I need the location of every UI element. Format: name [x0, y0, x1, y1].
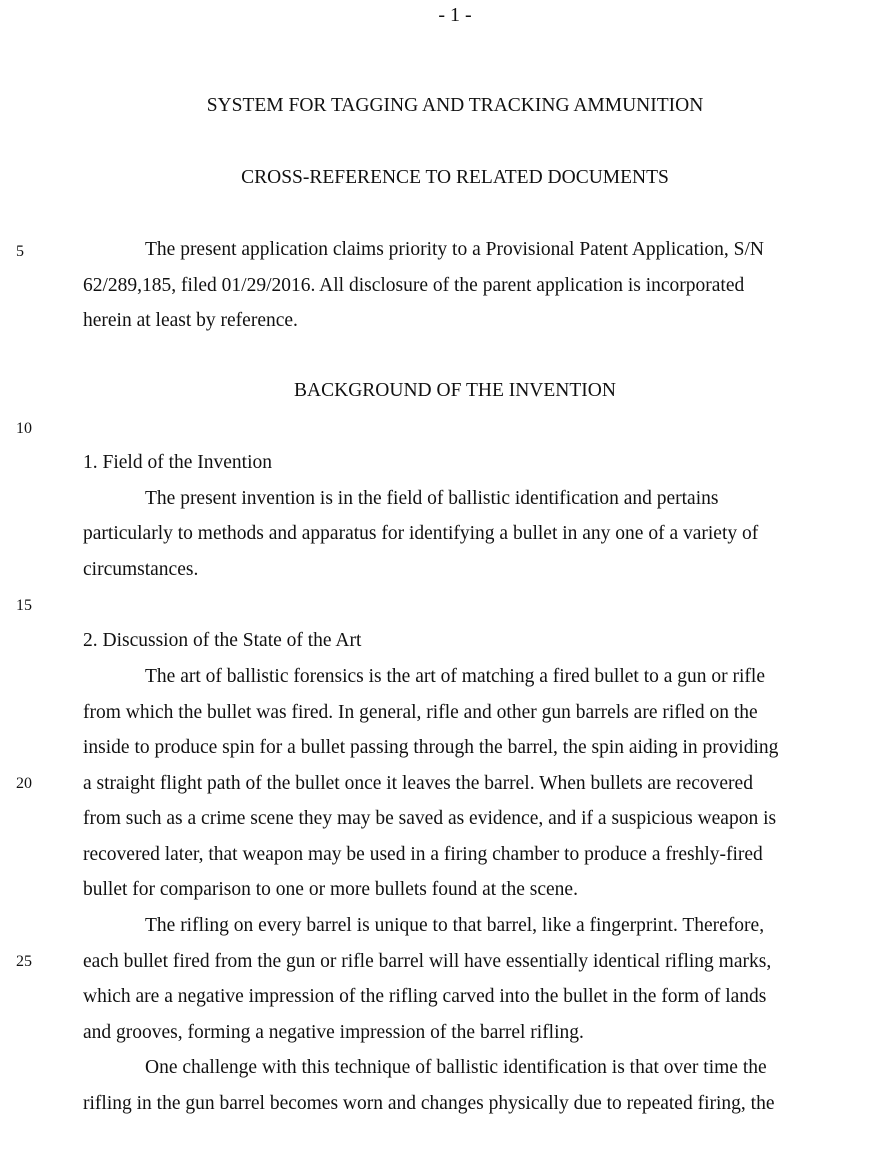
margin-line-number: 15	[16, 597, 32, 614]
paragraph-line: bullet for comparison to one or more bullets found at the scene.	[83, 879, 578, 900]
document-title: SYSTEM FOR TAGGING AND TRACKING AMMUNITION	[206, 95, 704, 116]
paragraph-line: rifling in the gun barrel becomes worn and changes physically due to repeated firing, the	[83, 1093, 775, 1114]
paragraph-line: circumstances.	[83, 559, 199, 580]
discussion-heading: 2. Discussion of the State of the Art	[83, 630, 362, 651]
field-heading: 1. Field of the Invention	[83, 452, 273, 473]
margin-line-number: 25	[16, 953, 32, 970]
margin-line-number: 20	[16, 775, 32, 792]
page-number: - 1 -	[438, 4, 472, 26]
paragraph-line: herein at least by reference.	[83, 310, 298, 331]
paragraph-line: particularly to methods and apparatus for identifying a bullet in any one of a variety of	[83, 523, 759, 544]
paragraph-line: from such as a crime scene they may be saved as evidence, and if a suspicious weapon is	[83, 808, 777, 829]
paragraph-line: The art of ballistic forensics is the art of matching a fired bullet to a gun or rifle	[145, 666, 766, 687]
paragraph-line: which are a negative impression of the rifling carved into the bullet in the form of lands	[83, 986, 767, 1007]
paragraph-line: recovered later, that weapon may be used in a firing chamber to produce a freshly-fired	[83, 844, 763, 865]
paragraph-line: and grooves, forming a negative impression of the barrel rifling.	[83, 1022, 584, 1043]
paragraph-line: from which the bullet was fired. In general, rifle and other gun barrels are rifled on the	[83, 702, 758, 723]
paragraph-line: 62/289,185, filed 01/29/2016. All disclosure of the parent application is incorporated	[83, 275, 745, 296]
paragraph-line: inside to produce spin for a bullet passing through the barrel, the spin aiding in providing	[83, 737, 779, 758]
paragraph-line: a straight flight path of the bullet once it leaves the barrel. When bullets are recovered	[83, 773, 753, 794]
paragraph-line: One challenge with this technique of ballistic identification is that over time the	[145, 1057, 767, 1078]
paragraph-line: The rifling on every barrel is unique to that barrel, like a fingerprint. Therefore,	[145, 915, 765, 936]
cross-reference-heading: CROSS-REFERENCE TO RELATED DOCUMENTS	[241, 167, 669, 188]
margin-line-number: 5	[16, 243, 24, 260]
paragraph-line: each bullet fired from the gun or rifle barrel will have essentially identical rifling marks,	[83, 951, 772, 972]
background-heading: BACKGROUND OF THE INVENTION	[294, 380, 616, 401]
margin-line-number: 10	[16, 420, 32, 437]
paragraph-line: The present invention is in the field of ballistic identification and pertains	[145, 488, 719, 509]
paragraph-line: The present application claims priority to a Provisional Patent Application, S/N	[145, 239, 765, 260]
